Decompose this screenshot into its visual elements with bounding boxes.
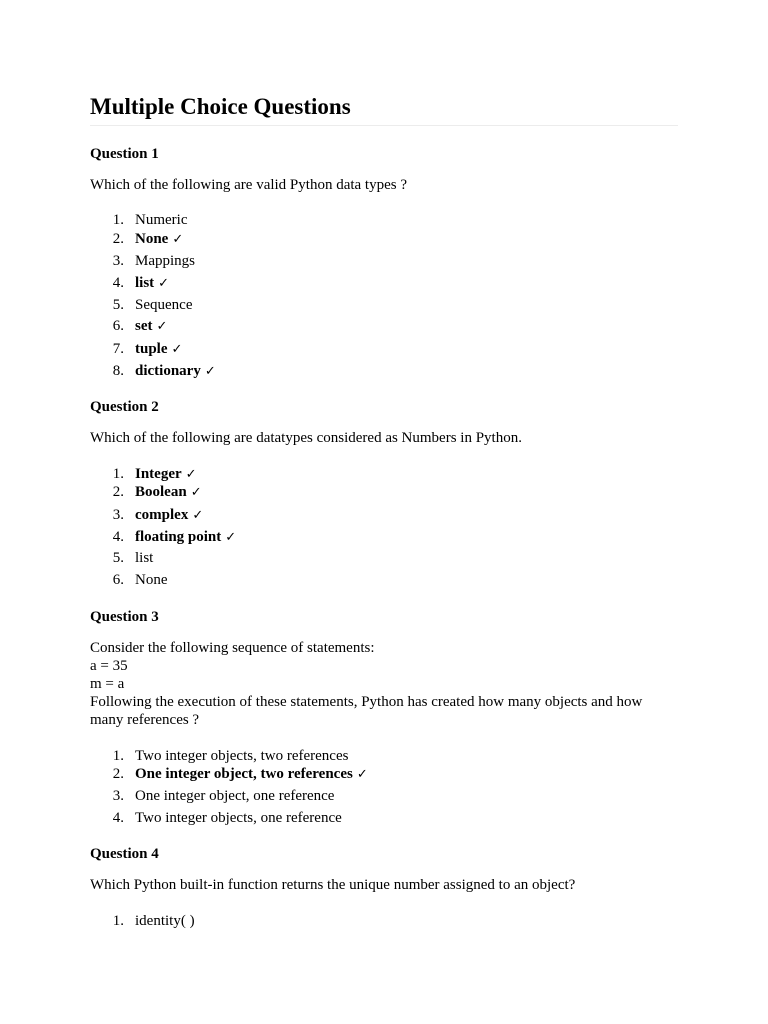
check-icon: ✓ (190, 485, 202, 500)
check-icon: ✓ (204, 364, 216, 379)
page-title: Multiple Choice Questions (90, 94, 351, 119)
title-divider (90, 125, 678, 126)
list-item: 2. Boolean ✓ (112, 484, 202, 500)
question-3-prompt-line: Consider the following sequence of statements: (90, 640, 375, 656)
question-3-code-line: m = a (90, 676, 125, 692)
question-3-prompt-line: many references ? (90, 712, 200, 728)
question-3-code-line: a = 35 (90, 658, 128, 674)
list-item: 4. list ✓ (112, 275, 170, 291)
list-item: 2. One integer object, two references ✓ (112, 766, 368, 782)
question-4-title: Question 4 (90, 846, 159, 862)
list-item: 3. One integer object, one reference (112, 788, 335, 804)
check-icon: ✓ (156, 319, 168, 334)
question-3-title: Question 3 (90, 609, 159, 625)
check-icon: ✓ (171, 342, 183, 357)
question-4-prompt: Which Python built-in function returns the unique number assigned to an object? (90, 877, 576, 893)
check-icon: ✓ (158, 276, 170, 291)
question-3-prompt-line: Following the execution of these statements, Python has created how many objects and how (90, 694, 643, 710)
list-item: 5. Sequence (112, 297, 193, 313)
list-item: 4. Two integer objects, one reference (112, 810, 342, 826)
list-item: 7. tuple ✓ (112, 341, 183, 357)
question-3-prompt (90, 639, 678, 729)
list-item: 1. Two integer objects, two references (112, 748, 349, 764)
list-item: 1. identity( ) (112, 913, 195, 929)
question-1-title: Question 1 (90, 146, 159, 162)
list-item: 8. dictionary ✓ (112, 363, 216, 379)
check-icon: ✓ (185, 467, 197, 482)
list-item: 1. Numeric (112, 212, 188, 228)
question-2-prompt: Which of the following are datatypes considered as Numbers in Python. (90, 430, 522, 446)
check-icon: ✓ (356, 767, 368, 782)
list-item: 4. floating point ✓ (112, 529, 237, 545)
list-item: 3. Mappings (112, 253, 195, 269)
list-item: 6. set ✓ (112, 318, 168, 334)
list-item: 3. complex ✓ (112, 507, 204, 523)
question-1-prompt: Which of the following are valid Python data types ? (90, 177, 407, 193)
check-icon: ✓ (225, 530, 237, 545)
question-2-title: Question 2 (90, 399, 159, 415)
list-item: 6. None (112, 572, 168, 588)
list-item: 1. Integer ✓ (112, 466, 197, 482)
list-item: 5. list (112, 550, 154, 566)
check-icon: ✓ (192, 508, 204, 523)
list-item: 2. None ✓ (112, 231, 184, 247)
check-icon: ✓ (172, 232, 184, 247)
